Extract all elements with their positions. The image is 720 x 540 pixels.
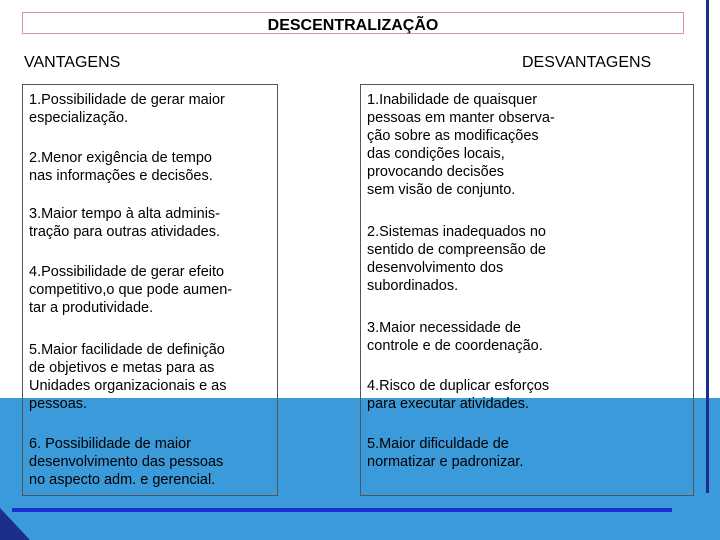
desvantagens-box — [360, 84, 694, 496]
slide-title — [22, 12, 684, 34]
vantagens-box — [22, 84, 278, 496]
desvantagem-item: 5.Maior dificuldade de normatizar e padronizar. — [367, 436, 524, 470]
vantagens-heading: VANTAGENS — [24, 54, 121, 71]
vantagem-item: 3.Maior tempo à alta adminis- tração para outras atividades. — [29, 206, 221, 240]
decorative-bottom-line — [12, 508, 672, 512]
vantagem-item: 1.Possibilidade de gerar maior especialização. — [29, 92, 225, 126]
desvantagem-item: 3.Maior necessidade de controle e de coordenação. — [367, 320, 543, 354]
vantagem-item: 4.Possibilidade de gerar efeito competitivo,o que pode aumen- tar a produtividade. — [29, 264, 233, 316]
vantagem-item: 6. Possibilidade de maior desenvolvimento das pessoas no aspecto adm. e gerencial. — [29, 436, 224, 488]
slide-title-text: DESCENTRALIZAÇÃO — [267, 17, 439, 34]
vantagem-item: 5.Maior facilidade de definição de objetivos e metas para as Unidades organizacionais e as pessoas. — [29, 342, 227, 412]
decorative-right-bar — [706, 0, 709, 493]
vantagem-item: 2.Menor exigência de tempo nas informações e decisões. — [29, 150, 213, 184]
desvantagem-item: 4.Risco de duplicar esforços para executar atividades. — [367, 378, 550, 412]
desvantagens-heading: DESVANTAGENS — [522, 54, 652, 71]
corner-decoration — [0, 508, 30, 540]
desvantagem-item: 1.Inabilidade de quaisquer pessoas em manter observa- ção sobre as modificações das condições locais, provocando decisões sem visão de conjunto. — [367, 92, 555, 198]
desvantagem-item: 2.Sistemas inadequados no sentido de compreensão de desenvolvimento dos subordinados. — [367, 224, 546, 294]
